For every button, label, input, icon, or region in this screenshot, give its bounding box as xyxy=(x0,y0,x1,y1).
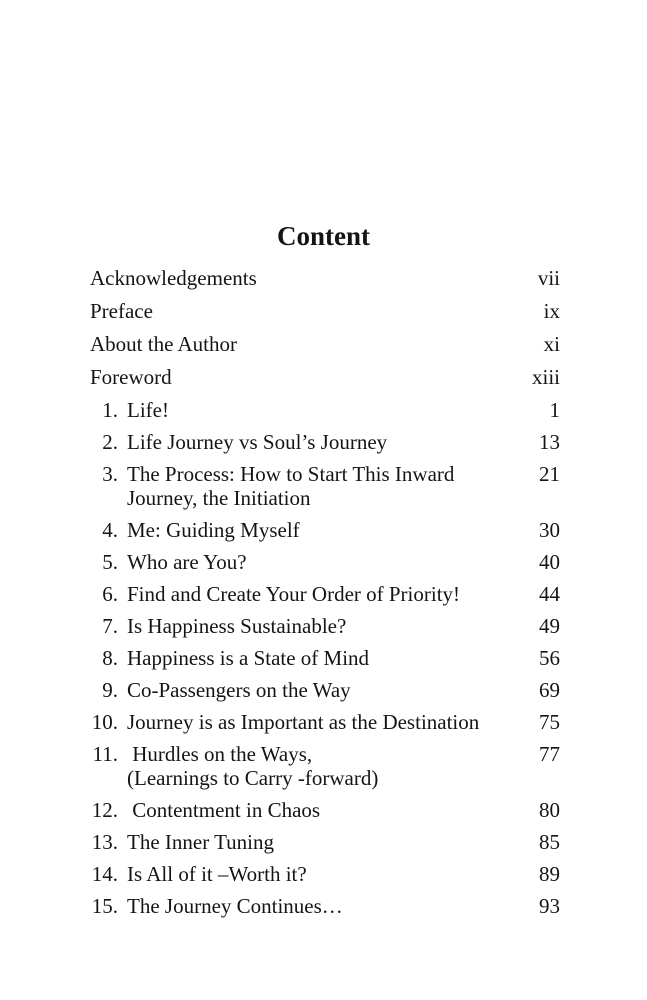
toc-entry-page-number: 77 xyxy=(539,742,560,766)
toc-entry-label: About the Author xyxy=(90,332,237,356)
toc-chapter-title-line: Is Happiness Sustainable? xyxy=(127,614,347,638)
toc-chapter-number: 14. xyxy=(91,862,118,886)
toc-entry-label: Preface xyxy=(90,299,153,323)
toc-entry-page-number: 21 xyxy=(539,462,560,486)
toc-chapter-title xyxy=(118,398,516,422)
toc-chapter-row xyxy=(90,894,560,918)
toc-chapter-title xyxy=(118,614,516,638)
toc-chapter-title-line: Find and Create Your Order of Priority! xyxy=(127,582,461,606)
toc-entry-page-number: 44 xyxy=(539,582,560,606)
toc-chapter-number: 7. xyxy=(102,614,118,638)
toc-entry-page-number: 85 xyxy=(539,830,560,854)
toc-chapter-title-line: Journey, the Initiation xyxy=(127,486,311,510)
toc-entry-page-number: 69 xyxy=(539,678,560,702)
toc-chapter-number: 8. xyxy=(102,646,118,670)
toc-chapter-title-line: Hurdles on the Ways, xyxy=(127,742,313,766)
toc-entry-label: Foreword xyxy=(90,365,172,389)
toc-chapter-title-line: Happiness is a State of Mind xyxy=(127,646,370,670)
toc-chapter-title xyxy=(118,710,516,734)
toc-chapter-row xyxy=(90,742,560,790)
toc-entry-page-number: 13 xyxy=(539,430,560,454)
toc-chapter-title-line: Contentment in Chaos xyxy=(127,798,321,822)
toc-chapter-row xyxy=(90,798,560,822)
toc-entry-page-number: 56 xyxy=(539,646,560,670)
toc-chapter-title xyxy=(118,430,516,454)
toc-chapter-row xyxy=(90,582,560,606)
toc-chapter-title-line: Me: Guiding Myself xyxy=(127,518,300,542)
toc-list xyxy=(90,266,560,926)
toc-chapter-number: 11. xyxy=(92,742,118,766)
toc-chapter-title xyxy=(118,462,516,510)
toc-entry-page-number: 49 xyxy=(539,614,560,638)
toc-chapter-row xyxy=(90,398,560,422)
toc-entry-page-number: xi xyxy=(543,332,560,356)
toc-chapter-title xyxy=(118,550,516,574)
toc-entry-page-number: xiii xyxy=(531,365,560,389)
toc-entry-label: Acknowledgements xyxy=(90,266,257,290)
toc-entry-page-number: 30 xyxy=(539,518,560,542)
toc-chapter-title xyxy=(118,518,516,542)
toc-chapter-row xyxy=(90,678,560,702)
toc-chapter-title-line: The Inner Tuning xyxy=(127,830,274,854)
toc-chapter-title xyxy=(118,678,516,702)
toc-chapter-title-line: Is All of it –Worth it? xyxy=(127,862,307,886)
toc-chapter-number: 15. xyxy=(91,894,118,918)
toc-chapter-row xyxy=(90,646,560,670)
toc-entry-page-number: 80 xyxy=(539,798,560,822)
toc-chapter-title xyxy=(118,582,516,606)
toc-chapter-number: 6. xyxy=(102,582,118,606)
toc-chapter-title xyxy=(118,894,516,918)
toc-front-matter-row xyxy=(90,266,560,290)
toc-entry-page-number: vii xyxy=(537,266,560,290)
toc-chapter-title-line: Who are You? xyxy=(127,550,247,574)
toc-chapter-row xyxy=(90,462,560,510)
toc-chapter-title xyxy=(118,862,516,886)
toc-chapter-title xyxy=(118,742,516,790)
toc-chapter-row xyxy=(90,550,560,574)
toc-chapter-title-line: Life! xyxy=(127,398,169,422)
toc-chapter-title-line: Journey is as Important as the Destination xyxy=(127,710,480,734)
toc-chapter-row xyxy=(90,830,560,854)
toc-chapter-number: 10. xyxy=(91,710,118,734)
toc-entry-page-number: 75 xyxy=(539,710,560,734)
toc-chapter-number: 4. xyxy=(102,518,118,542)
toc-chapter-row xyxy=(90,710,560,734)
toc-entry-page-number: 40 xyxy=(539,550,560,574)
toc-chapter-number: 5. xyxy=(102,550,118,574)
toc-chapter-title-line: (Learnings to Carry -forward) xyxy=(127,766,379,790)
toc-chapter-row xyxy=(90,430,560,454)
page-title: Content xyxy=(277,221,370,251)
toc-chapter-row xyxy=(90,518,560,542)
toc-chapter-number: 13. xyxy=(91,830,118,854)
toc-chapter-title xyxy=(118,798,516,822)
toc-chapter-title-line: The Journey Continues… xyxy=(127,894,343,918)
toc-chapter-number: 12. xyxy=(91,798,118,822)
toc-chapter-number: 9. xyxy=(102,678,118,702)
toc-chapter-title-line: The Process: How to Start This Inward xyxy=(127,462,455,486)
toc-chapter-row xyxy=(90,862,560,886)
toc-chapter-title xyxy=(118,646,516,670)
toc-front-matter-row xyxy=(90,365,560,389)
toc-entry-page-number: 93 xyxy=(539,894,560,918)
toc-chapter-title-line: Life Journey vs Soul’s Journey xyxy=(127,430,388,454)
toc-chapter-title-line: Co-Passengers on the Way xyxy=(127,678,351,702)
toc-chapter-number: 1. xyxy=(102,398,118,422)
toc-entry-page-number: ix xyxy=(543,299,560,323)
toc-entry-page-number: 89 xyxy=(539,862,560,886)
toc-front-matter-row xyxy=(90,299,560,323)
toc-chapter-number: 3. xyxy=(102,462,118,486)
toc-front-matter-row xyxy=(90,332,560,356)
toc-chapter-row xyxy=(90,614,560,638)
toc-chapter-number: 2. xyxy=(102,430,118,454)
toc-entry-page-number: 1 xyxy=(549,398,560,422)
toc-chapter-title xyxy=(118,830,516,854)
